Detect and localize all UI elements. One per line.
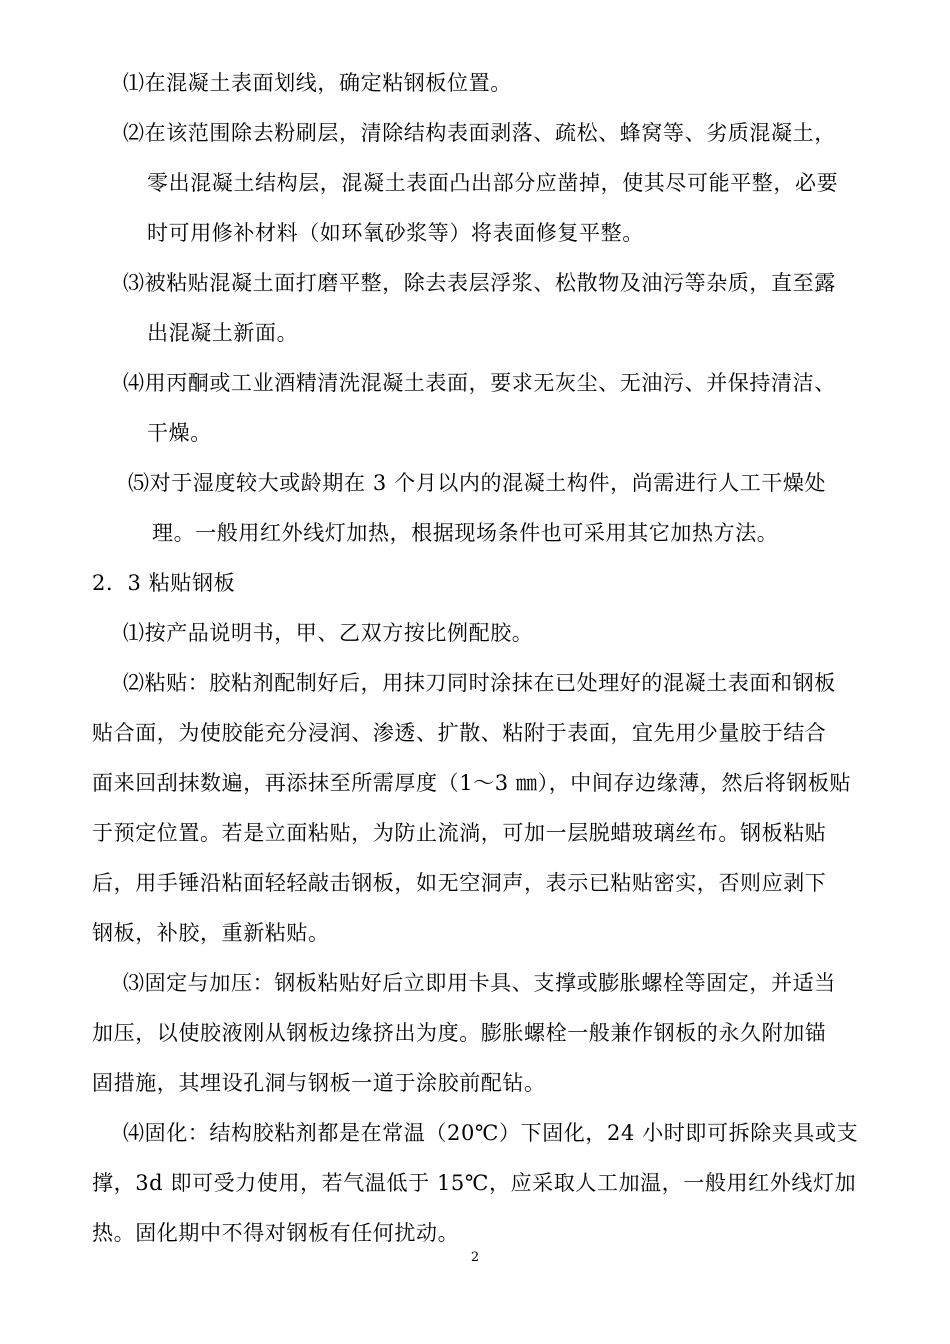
text-line: 撑，3d 即可受力使用，若气温低于 15℃，应采取人工加温，一般用红外线灯加 [92,1171,857,1195]
text-line: 后，用手锤沿粘面轻轻敲击钢板，如无空洞声，表示已粘贴密实，否则应剥下 [92,871,827,895]
text-line: 理。一般用红外线灯加热，根据现场条件也可采用其它加热方法。 [152,521,779,545]
text-line: ⑵粘贴：胶粘剂配制好后，用抹刀同时涂抹在已处理好的混凝土表面和钢板 [123,671,836,695]
text-line: 钢板，补胶，重新粘贴。 [92,921,330,945]
page-number: 2 [470,1250,480,1265]
text-line: 时可用修补材料（如环氧砂浆等）将表面修复平整。 [147,221,644,245]
text-line: 干燥。 [147,421,212,445]
text-line: 出混凝土新面。 [147,321,299,345]
text-line: 加压，以使胶液刚从钢板边缘挤出为度。膨胀螺栓一般兼作钢板的永久附加锚 [92,1021,827,1045]
text-line: 固措施，其埋设孔洞与钢板一道于涂胶前配钻。 [92,1071,546,1095]
text-line: 热。固化期中不得对钢板有任何扰动。 [92,1221,460,1245]
text-line: ⑸对于湿度较大或龄期在 3 个月以内的混凝土构件，尚需进行人工干燥处 [128,471,827,495]
text-line: ⑷用丙酮或工业酒精清洗混凝土表面，要求无灰尘、无油污、并保持清洁、 [123,371,836,395]
text-line: ⑵在该范围除去粉刷层，清除结构表面剥落、疏松、蜂窝等、劣质混凝土， [123,121,836,145]
text-line: 零出混凝土结构层，混凝土表面凸出部分应凿掉，使其尽可能平整，必要 [147,171,839,195]
text-line: 贴合面，为使胶能充分浸润、渗透、扩散、粘附于表面，宜先用少量胶于结合 [92,721,827,745]
text-line: ⑴按产品说明书，甲、乙双方按比例配胶。 [123,621,534,645]
text-line: ⑶固定与加压：钢板粘贴好后立即用卡具、支撑或膨胀螺栓等固定，并适当 [123,971,836,995]
section-heading: 2．3 粘贴钢板 [92,571,236,595]
text-line: ⑷固化：结构胶粘剂都是在常温（20℃）下固化，24 小时即可拆除夹具或支 [123,1121,859,1145]
text-line: ⑶被粘贴混凝土面打磨平整，除去表层浮浆、松散物及油污等杂质，直至露 [123,271,836,295]
text-line: 面来回刮抹数遍，再添抹至所需厚度（1～3 ㎜），中间存边缘薄，然后将钢板贴 [92,771,852,795]
text-line: ⑴在混凝土表面划线，确定粘钢板位置。 [123,71,512,95]
text-line: 于预定位置。若是立面粘贴，为防止流淌，可加一层脱蜡玻璃丝布。钢板粘贴 [92,821,827,845]
